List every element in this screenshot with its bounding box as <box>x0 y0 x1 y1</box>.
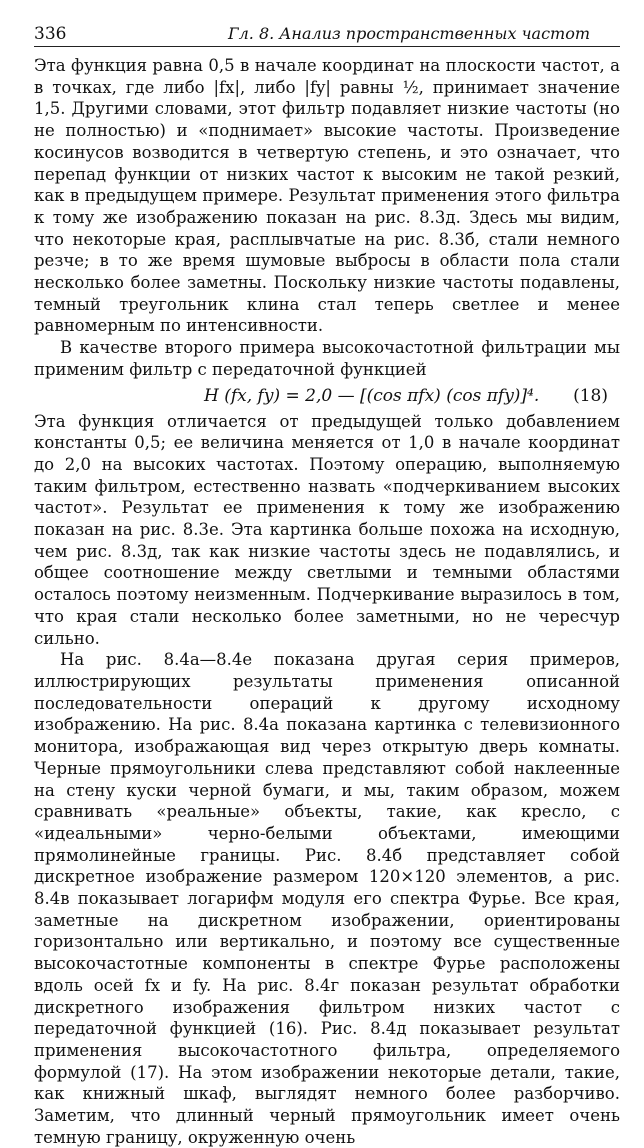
running-head: Гл. 8. Анализ пространственных частот <box>228 24 590 43</box>
paragraph-4: На рис. 8.4а—8.4е показана другая серия примеров, иллюстрирующих результаты применения описанной последовательности операций к другому исходному изображению. На рис. 8.4а показана картинка с телевизионного монитора, изображающая вид через открытую дверь комнаты. Черные прямоугольники слева представляют собой наклеенные на стену куски черной бумаги, и мы, таким образом, можем сравнивать «реальные» объекты, такие, как кресло, с «идеальными» черно-белыми объектами, имеющими прямолинейные границы. Рис. 8.4б представляет собой дискретное изображение размером 120×120 элементов, а рис. 8.4в показывает логарифм модуля его спектра Фурье. Все края, заметные на дискретном изображении, ориентированы горизонтально или вертикально, и поэтому все существенные высокочастотные компоненты в спектре Фурье расположены вдоль осей fx и fy. На рис. 8.4г показан результат обработки дискретного изображения фильтром низких частот с передаточной функцией (16). Рис. 8.4д показывает результат применения высокочастотного фильтра, определяемого формулой (17). На этом изображении некоторые детали, такие, как книжный шкаф, выглядят немного более разборчиво. Заметим, что длинный черный прямоугольник имеет очень темную границу, окруженную очень <box>34 650 620 1147</box>
page-header <box>34 20 620 47</box>
equation-formula: H (fx, fy) = 2,0 — [(cos πfx) (cos πfy)]⁴. <box>204 385 540 406</box>
equation-number: (18) <box>573 385 608 406</box>
paragraph-1: Эта функция равна 0,5 в начале координат на плоскости частот, а в точках, где либо |fx|, либо |fy| равны ½, принимает значение 1,5. Другими словами, этот фильтр подавляет низкие частоты (но не полностью) и «поднимает» высокие частоты. Произведение косинусов возводится в четвертую степень, и это означает, что перепад функции от низких частот к высоким не такой резкий, как в предыдущем примере. Результат применения этого фильтра к тому же изображению показан на рис. 8.3д. Здесь мы видим, что некоторые края, расплывчатые на рис. 8.3б, стали немного резче; в то же время шумовые выбросы в области пола стали несколько более заметны. Поскольку низкие частоты подавлены, темный треугольник клина стал теперь светлее и менее равномерным по интенсивности. <box>34 56 620 336</box>
body-text <box>34 55 620 1148</box>
paragraph-2: В качестве второго примера высокочастотной фильтрации мы применим фильтр с передаточной функцией <box>34 338 620 379</box>
page-number: 336 <box>34 24 67 44</box>
paragraph-3: Эта функция отличается от предыдущей только добавлением константы 0,5; ее величина меняется от 1,0 в начале координат до 2,0 на высоких частотах. Поэтому операцию, выполняемую таким фильтром, естественно назвать «подчеркиванием высоких частот». Результат ее применения к тому же изображению показан на рис. 8.3е. Эта картинка больше похожа на исходную, чем рис. 8.3д, так как низкие частоты здесь не подавлялись, и общее соотношение между светлыми и темными областями осталось поэтому неизменным. Подчеркивание выразилось в том, что края стали несколько более заметными, но не чересчур сильно. <box>34 411 620 648</box>
equation-18 <box>34 381 620 411</box>
